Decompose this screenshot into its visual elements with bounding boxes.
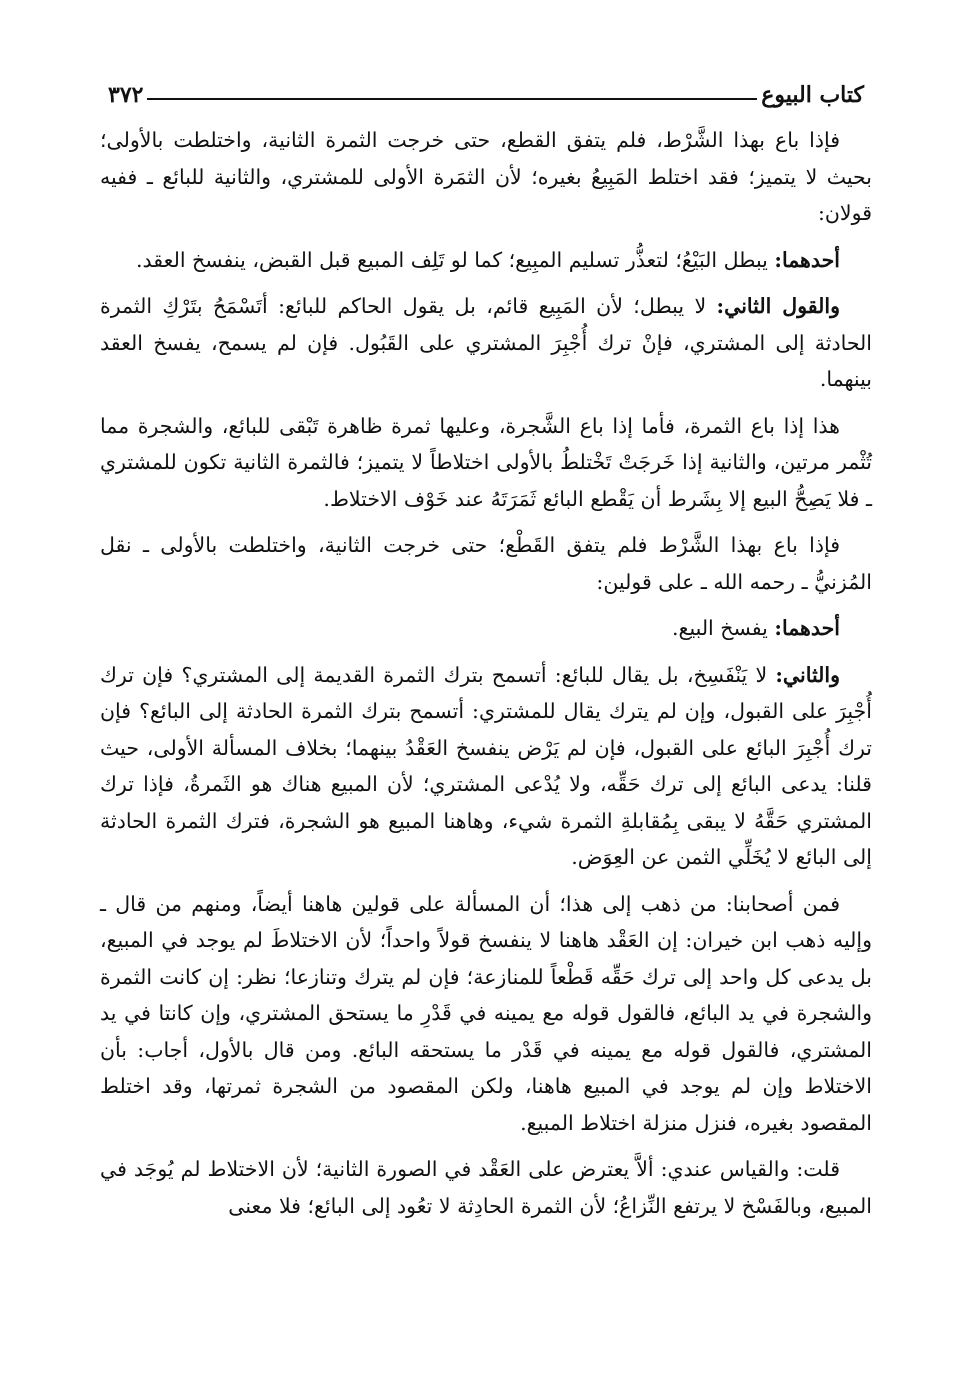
- paragraph-text: فإذا باع بهذا الشَّرْط، فلم يتفق القطع، حتى خرجت الثمرة الثانية، واختلطت بالأولى؛ بحيث لا يتميز؛ فقد اختلط المَبِيعُ بغيره؛ لأن الثمَرة الأولى للمشتري، والثانية للبائع ـ ففيه قولان:: [100, 128, 872, 225]
- paragraph-1: [100, 122, 872, 232]
- paragraph-7: [100, 657, 872, 876]
- paragraph-text: قلت: والقياس عندي: ألاَّ يعترض على العَقْد في الصورة الثانية؛ لأن الاختلاط لم يُوجَد في المبيع، وبالفَسْخ لا يرتفع النِّزاعُ؛ لأن الثمرة الحادِثة لا تعُود إلى البائع؛ فلا معنى: [100, 1157, 872, 1218]
- paragraph-2: [100, 242, 872, 279]
- paragraph-8: [100, 886, 872, 1142]
- paragraph-6: [100, 610, 872, 647]
- paragraph-9: [100, 1151, 872, 1224]
- paragraph-text: لا يبطل؛ لأن المَبِيع قائم، بل يقول الحاكم للبائع: أتَسْمَحُ بتَرْكِ الثمرة الحادثة إلى المشتري، فإنْ ترك أُجْبِرَ المشتري على القَبُول. فإن لم يسمح، يفسخ العقد بينهما.: [100, 294, 872, 391]
- paragraph-3: [100, 288, 872, 398]
- paragraph-lead: والثاني:: [775, 662, 840, 687]
- paragraph-text: يفسخ البيع.: [672, 616, 775, 640]
- header-rule: [147, 98, 757, 100]
- paragraph-lead: أحدهما:: [774, 247, 840, 272]
- paragraph-lead: أحدهما:: [774, 616, 840, 640]
- paragraph-text: لا يَنْفَسِخ، بل يقال للبائع: أتسمح بترك الثمرة القديمة إلى المشتري؟ فإن ترك أُجْبِرَ على القبول، وإن لم يترك يقال للمشتري: أتسمح بترك الثمرة الحادثة إلى البائع؟ فإن ترك أُجْبِرَ البائع على القبول، فإن لم يَرْض ينفسخ العَقْدُ بينهما؛ بخلاف المسألة الأولى، حيث قلنا: يدعى البائع إلى ترك حَقِّه، ولا يُدْعى المشتري؛ لأن المبيع هناك هو الثَمرةُ، فإذا ترك المشتري حَقَّهُ لا يبقى بِمُقابلةِ الثمرة شيء، وهاهنا المبيع هو الشجرة، فترك الثمرة الحادثة إلى البائع لا يُخَلِّي الثمن عن العِوَض.: [100, 662, 872, 869]
- paragraph-4: [100, 408, 872, 518]
- body-text: [100, 122, 872, 1224]
- paragraph-text: هذا إذا باع الثمرة، فأما إذا باع الشَّجرة، وعليها ثمرة ظاهرة تَبْقى للبائع، والشجرة مما تُثْمر مرتين، والثانية إذا خَرجَتْ تَخْتلطُ بالأولى اختلاطاً لا يتميز؛ فالثمرة الثانية تكون للمشتري ـ فلا يَصِحُّ البيع إلا بِشَرط أن يَقْطع البائع ثَمَرَتَهُ عند خَوْف الاختلاط.: [100, 413, 872, 511]
- book-title: كتاب البيوع: [761, 82, 864, 108]
- paragraph-lead: والقول الثاني:: [716, 294, 840, 318]
- paragraph-text: فإذا باع بهذا الشَّرْط فلم يتفق القَطْع؛ حتى خرجت الثانية، واختلطت بالأولى ـ نقل المُزنيُّ ـ رحمه الله ـ على قولين:: [100, 533, 872, 594]
- paragraph-text: يبطل البَيْعُ؛ لتعذُّر تسليم المبِيع؛ كما لو تَلِف المبيع قبل القبض، ينفسخ العقد.: [136, 247, 775, 272]
- page-number: ٣٧٢: [108, 82, 144, 108]
- paragraph-5: [100, 527, 872, 600]
- paragraph-text: فمن أصحابنا: من ذهب إلى هذا؛ أن المسألة على قولين هاهنا أيضاً، ومنهم من قال ـ وإليه ذهب ابن خيران: إن العَقْد هاهنا لا ينفسخ قولاً واحداً؛ لأن الاختلاطَ لم يوجد في المبيع، بل يدعى كل واحد إلى ترك حَقِّه قَطْعاً للمنازعة؛ فإن لم يترك وتنازعا؛ نظر: إن كانت الثمرة والشجرة في يد البائع، فالقول قوله مع يمينه في قَدْرِ ما يستحق المشتري، وإن كانتا في يد المشتري، فالقول قوله مع يمينه في قَدْر ما يستحقه البائع. ومن قال بالأول، أجاب: بأن الاختلاط وإن لم يوجد في المبيع هاهنا، ولكن المقصود من الشجرة ثمرتها، وقد اختلط المقصود بغيره، فنزل منزلة اختلاط المبيع.: [100, 891, 872, 1135]
- running-header: [100, 78, 872, 112]
- book-page: [100, 78, 872, 1234]
